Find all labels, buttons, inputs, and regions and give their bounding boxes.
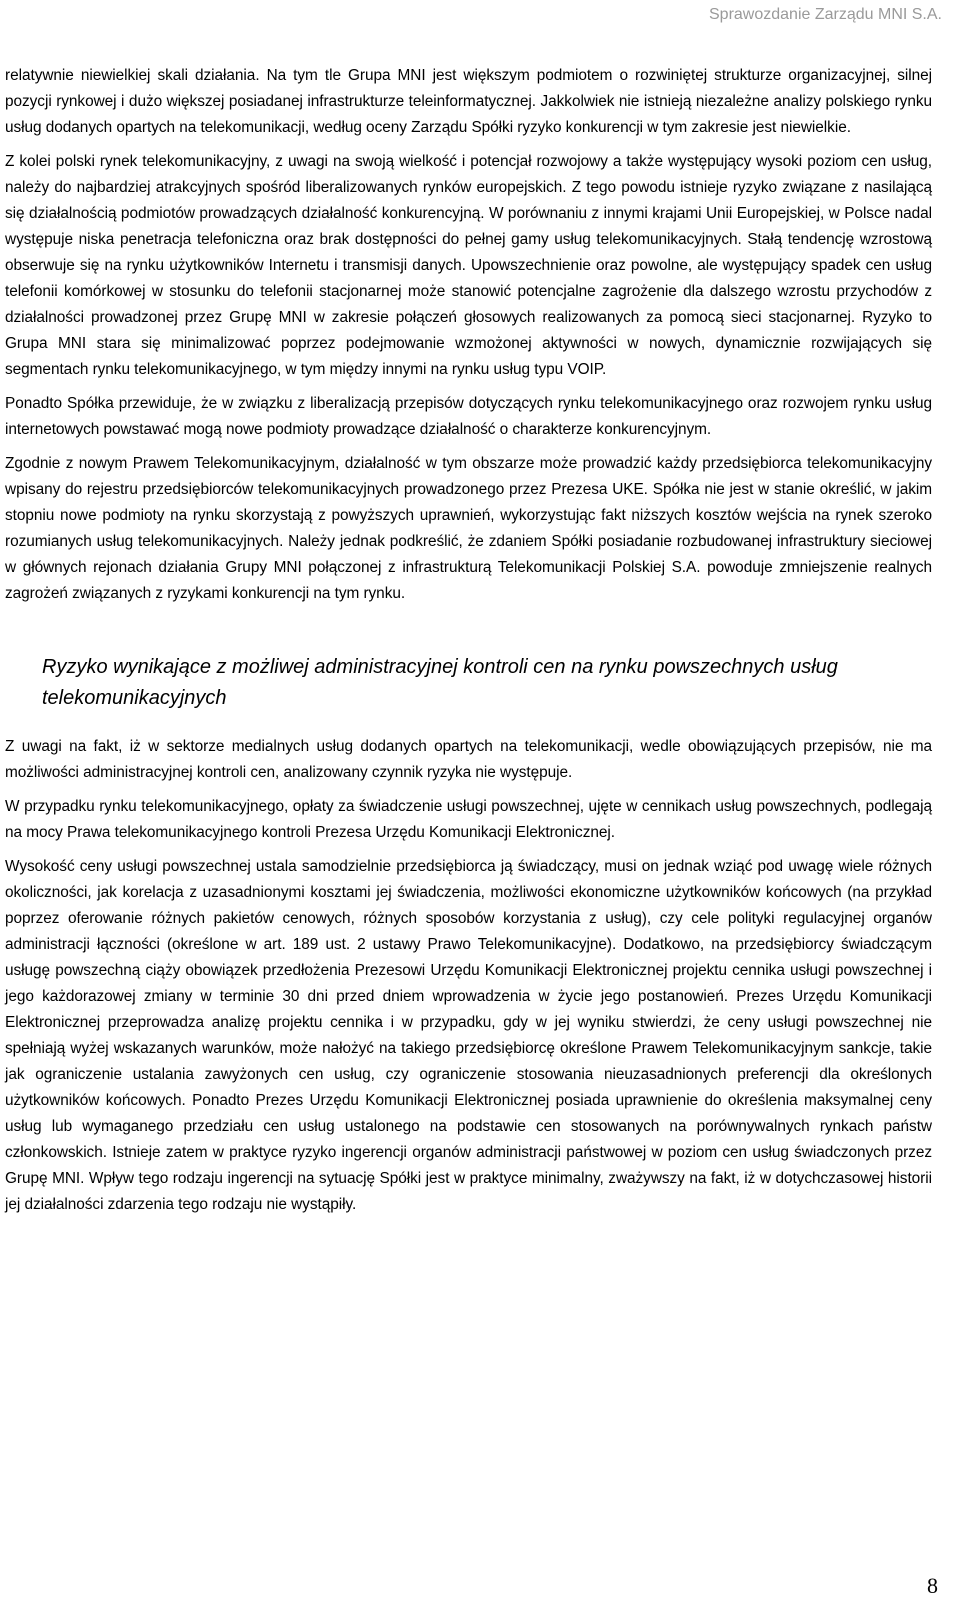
running-header: Sprawozdanie Zarządu MNI S.A. <box>709 6 942 23</box>
section-heading: Ryzyko wynikające z możliwej administracyjnej kontroli cen na rynku powszechnych usług telekomunikacyjnych <box>42 656 838 709</box>
paragraph-new-entrants: Ponadto Spółka przewiduje, że w związku z liberalizacją przepisów dotyczących rynku telekomunikacyjnego oraz rozwojem rynku usług internetowych powstawać mogą nowe podmioty prowadzące działalność o charakterze konkurencyjnym. <box>5 395 932 438</box>
paragraph-price-setting: Wysokość ceny usługi powszechnej ustala samodzielnie przedsiębiorca ją świadczący, musi on jednak wziąć pod uwagę wiele różnych okoliczności, jak korelacja z uzasadnionymi kosztami jej świadczenia, możliwości ekonomiczne użytkowników końcowych (na przykład poprzez oferowanie różnych pakietów cenowych, różnych sposobów korzystania z usług), czy cele polityki regulacyjnej organów administracji łączności (określone w art. 189 ust. 2 ustawy Prawo Telekomunikacyjne). Dodatkowo, na przedsiębiorcy świadczącym usługę powszechną ciąży obowiązek przedłożenia Prezesowi Urzędu Komunikacji Elektronicznej projektu cennika usługi powszechnej i jego każdorazowej zmiany w terminie 30 dni przed dniem wprowadzenia w życie jego postanowień. Prezes Urzędu Komunikacji Elektronicznej przeprowadza analizę projektu cennika i w przypadku, gdy w jej wyniku stwierdzi, że ceny usługi powszechnej nie spełniają wyżej wskazanych warunków, może nałożyć na takiego przedsiębiorcę określone Prawem Telekomunikacyjnym sankcje, takie jak ograniczenie ustalania zawyżonych cen usług, czy ograniczenie stosowania nieuzasadnionych preferencji dla określonych użytkowników końcowych. Ponadto Prezes Urzędu Komunikacji Elektronicznej posiada uprawnienie do określenia maksymalnej ceny usług lub wymaganego przedziału cen usług ustalonego na podstawie cen stosowanych na porównywalnych rynkach państw członkowskich. Istnieje zatem w praktyce ryzyko ingerencji organów administracji państwowej w poziom cen usług świadczonych przez Grupę MNI. Wpływ tego rodzaju ingerencji na sytuację Spółki jest w praktyce minimalny, zważywszy na fakt, iż w dotychczasowej historii jej działalności zdarzenia tego rodzaju nie wystąpiły. <box>5 858 932 1213</box>
page-content <box>5 63 932 1218</box>
page-number: 8 <box>927 1573 938 1598</box>
paragraph-competition-intro: relatywnie niewielkiej skali działania. Na tym tle Grupa MNI jest większym podmiotem o rozwiniętej strukturze organizacyjnej, silnej pozycji rynkowej i dużo większej posiadanej infrastrukturze teleinformatycznej. Jakkolwiek nie istnieją niezależne analizy polskiego rynku usług dodanych opartych na telekomunikacji, według oceny Zarządu Spółki ryzyko konkurencji w tym zakresie jest niewielkie. <box>5 67 932 136</box>
paragraph-telecom-market: Z kolei polski rynek telekomunikacyjny, z uwagi na swoją wielkość i potencjał rozwojowy a także występujący wysoki poziom cen usług, należy do najbardziej atrakcyjnych spośród liberalizowanych rynków europejskich. Z tego powodu istnieje ryzyko związane z nasilającą się działalnością podmiotów prowadzących działalność konkurencyjną. W porównaniu z innymi krajami Unii Europejskiej, w Polsce nadal występuje niska penetracja telefoniczna oraz brak dostępności do pełnej gamy usług telekomunikacyjnych. Stałą tendencję wzrostową obserwuje się na rynku użytkowników Internetu i transmisji danych. Upowszechnienie oraz powolne, ale występujący spadek cen usług telefonii komórkowej w stosunku do telefonii stacjonarnej może stanowić potencjalne zagrożenie dla dalszego wzrostu przychodów z działalności prowadzonej przez Grupę MNI w zakresie połączeń głosowych realizowanych za pomocą sieci stacjonarnej. Ryzyko to Grupa MNI stara się minimalizować poprzez podejmowanie wzmożonej aktywności w nowych, dynamicznie rozwijających się segmentach rynku telekomunikacyjnego, w tym między innymi na rynku usług typu VOIP. <box>5 153 932 378</box>
paragraph-universal-service-fees: W przypadku rynku telekomunikacyjnego, opłaty za świadczenie usługi powszechnej, ujęte w cennikach usług powszechnych, podlegają na mocy Prawa telekomunikacyjnego kontroli Prezesa Urzędu Komunikacji Elektronicznej. <box>5 798 932 841</box>
paragraph-telecom-law: Zgodnie z nowym Prawem Telekomunikacyjnym, działalność w tym obszarze może prowadzić każdy przedsiębiorca telekomunikacyjny wpisany do rejestru przedsiębiorców telekomunikacyjnych prowadzonego przez Prezesa UKE. Spółka nie jest w stanie określić, w jakim stopniu nowe podmioty na rynku skorzystają z powyższych uprawnień, wykorzystując fakt niższych kosztów wejścia na rynek szeroko rozumianych usług telekomunikacyjnych. Należy jednak podkreślić, że zdaniem Spółki posiadanie rozbudowanej infrastruktury sieciowej w głównych rejonach działania Grupy MNI połączonej z infrastrukturą Telekomunikacji Polskiej S.A. powoduje zmniejszenie realnych zagrożeń związanych z ryzykami konkurencji na tym rynku. <box>5 455 932 602</box>
paragraph-no-price-control: Z uwagi na fakt, iż w sektorze medialnych usług dodanych opartych na telekomunikacji, wedle obowiązujących przepisów, nie ma możliwości administracyjnej kontroli cen, analizowany czynnik ryzyka nie występuje. <box>5 738 932 781</box>
